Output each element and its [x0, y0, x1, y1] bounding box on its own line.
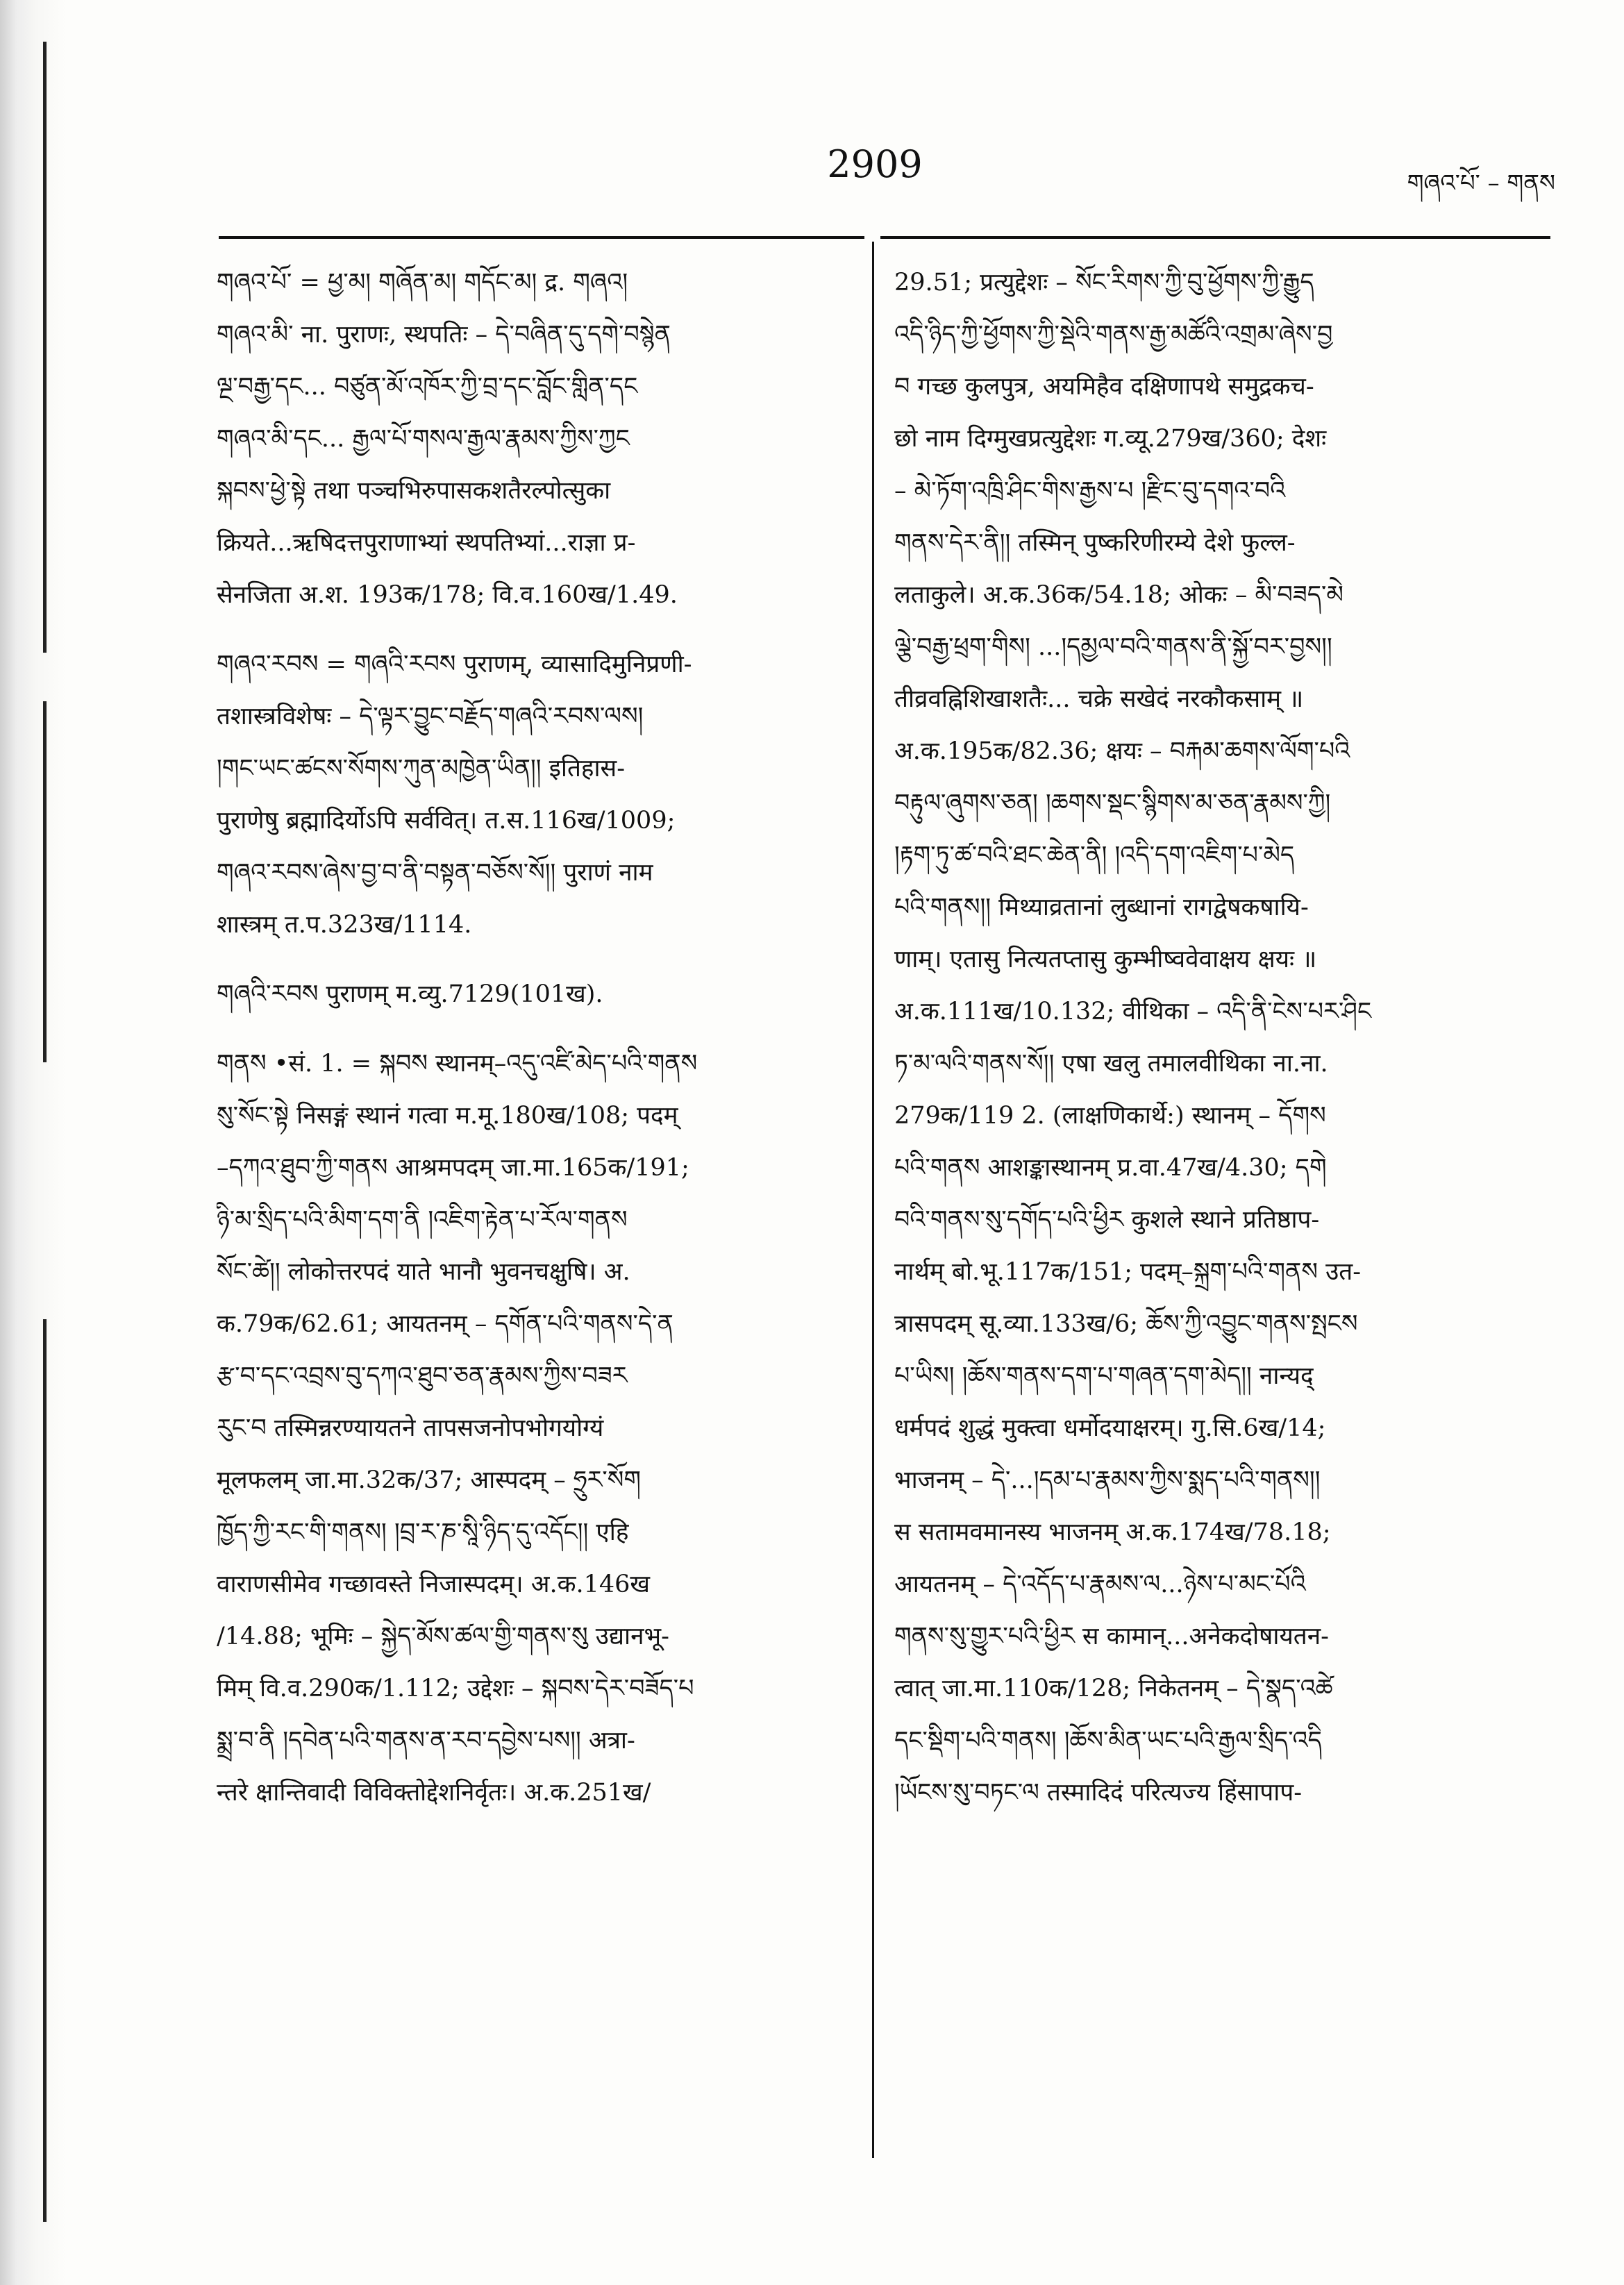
dictionary-line: གཞའ་མི་ ना. पुराणः, स्थपतिः – དེ་བཞིན་དུ་དགེ་བསྙེན	[217, 321, 671, 349]
dictionary-line: གཞའི་རབས पुराणम् म.व्यु.7129(101ख).	[217, 980, 603, 1008]
header-rule-right	[880, 236, 1550, 239]
dictionary-line: །གང་ཡང་ཚངས་སོགས་ཀུན་མཁྱེན་ཡིན།། इतिहास-	[217, 755, 626, 782]
dictionary-line: དང་སྡིག་པའི་གནས། །ཆོས་མིན་ཡང་པའི་རྒྱལ་སྲིད་འདི	[894, 1727, 1322, 1755]
dictionary-line: ཏ་མ་ལའི་གནས་སོ།། एषा खलु तमालवीथिका ना.ना.	[894, 1050, 1328, 1078]
dictionary-line: རྩ་བ་དང་འབྲས་བུ་དཀའ་ཐུབ་ཅན་རྣམས་ཀྱིས་བཟར	[217, 1362, 628, 1390]
dictionary-line: तीव्रवह्निशिखाशतैः... चक्रे सखेदं नरकौकसाम् ॥	[894, 685, 1304, 713]
entry-gap	[217, 621, 859, 639]
dictionary-line: ཁྱོད་ཀྱི་རང་གི་གནས། །བྲ་ར་ཎ་སཱི་ཉིད་དུ་འདོང།། एहि	[217, 1518, 629, 1546]
dictionary-line: ཉི་མ་སྲིད་པའི་མིག་དག་ནི །འཇིག་རྟེན་པ་རོལ་གནས	[217, 1206, 628, 1234]
column-divider	[872, 242, 874, 2158]
dictionary-line: क.79क/62.61; आयतनम् – དགོན་པའི་གནས་དེ་ན	[217, 1310, 673, 1338]
dictionary-line: པ་ཡིས། །ཆོས་གནས་དག་པ་གཞན་དག་མེད།། नान्यद्	[894, 1362, 1314, 1390]
dictionary-line: སྨྲ་བ་ནི །དབེན་པའི་གནས་ན་རབ་དབྱེས་པས།། अत्रा-	[217, 1727, 635, 1755]
dictionary-line: གཞའ་རབས = གཞའི་རབས पुराणम्, व्यासादिमुनिप्रणी-	[217, 651, 692, 678]
dictionary-line: शास्त्रम् त.प.323ख/1114.	[217, 911, 472, 939]
dictionary-line: 29.51; प्रत्युद्देशः – སོང་རིགས་ཀྱི་བུ་ཕྱོགས་ཀྱི་རྒྱུད	[894, 269, 1314, 296]
running-head: གཞའ་པོ་ – གནས	[1407, 169, 1555, 197]
dictionary-line: བརྟུལ་ཞུགས་ཅན། །ཆགས་སྡང་སྙིགས་མ་ཅན་རྣམས་ཀྱི།	[894, 789, 1331, 817]
dictionary-line: པའི་གནས आशङ्कास्थानम् प्र.वा.47ख/4.30; དགེ	[894, 1154, 1327, 1182]
dictionary-line: त्रासपदम् सू.व्या.133ख/6; ཆོས་ཀྱི་འབྱུང་གནས་སྤངས	[894, 1310, 1358, 1338]
dictionary-line: वाराणसीमेव गच्छावस्ते निजास्पदम्। अ.क.146ख	[217, 1571, 651, 1598]
dictionary-line: भाजनम् – དེ་...།དམ་པ་རྣམས་ཀྱིས་སྨད་པའི་གནས།།	[894, 1466, 1321, 1494]
dictionary-line: གཞའ་མི་དང... རྒྱལ་པོ་གསལ་རྒྱལ་རྣམས་ཀྱིས་ཀྱང	[217, 425, 630, 453]
dictionary-line: པའི་གནས།། मिथ्याव्रतानां लुब्धानां रागद्वेषकषायि-	[894, 894, 1309, 921]
page-number: 2909	[827, 142, 923, 186]
dictionary-line: གནས་དེར་ནི།། तस्मिन् पुष्करिणीरम्ये देशे फुल्ल-	[894, 529, 1296, 557]
dictionary-line: –དཀའ་ཐུབ་ཀྱི་གནས आश्रमपदम् जा.मा.165क/191;	[217, 1154, 689, 1182]
header-rule-left	[219, 236, 864, 239]
dictionary-line: स सतामवमानस्य भाजनम् अ.क.174ख/78.18;	[894, 1518, 1331, 1546]
dictionary-line: གཞའ་པོ་ = ཕྱ་མ། གཞོན་མ། གདོང་མ། द्र. གཞའ།	[217, 269, 628, 296]
dictionary-line: – མེ་ཏོག་འཁྲི་ཤིང་གིས་རྒྱས་པ །རྫིང་བུ་དགའ་བའི	[894, 477, 1286, 505]
dictionary-line: मूलफलम् जा.मा.32क/37; आस्पदम् – ཧྲུར་སོག	[217, 1466, 641, 1494]
dictionary-line: /14.88; भूमिः – སྐྱེད་མོས་ཚལ་གྱི་གནས་སུ उद्यानभू-	[217, 1623, 669, 1650]
dictionary-line: अ.क.195क/82.36; क्षयः – བརྐམ་ཆགས་ལོག་པའི	[894, 737, 1350, 765]
entry-gap	[217, 1021, 859, 1038]
dictionary-line: ལྔ་བརྒྱ་དང... བཙུན་མོ་འཁོར་ཀྱི་བྲ་དང་བློང་གླིན་དང	[217, 373, 638, 401]
dictionary-line: अ.क.111ख/10.132; वीथिका – འདི་ནི་ངེས་པར་ཤིང	[894, 998, 1372, 1026]
dictionary-line: नार्थम् बो.भू.117क/151; पदम्–སྐྲག་པའི་གནས उत-	[894, 1258, 1362, 1286]
dictionary-line: 279क/119 2. (लाक्षणिकार्थे:) स्थानम् – དོགས	[894, 1102, 1326, 1130]
dictionary-line: छो नाम दिग्मुखप्रत्युद्देशः ग.व्यू.279ख/360; देशः	[894, 425, 1327, 453]
dictionary-line: तशास्त्रविशेषः – དེ་ལྟར་བྱུང་བརྗོད་གཞའི་རབས་ལས།	[217, 703, 644, 730]
dictionary-line: གཞའ་རབས་ཞེས་བྱ་བ་ནི་བསྟན་བཅོས་སོ།། पुराणं नाम	[217, 859, 653, 887]
left-column	[217, 257, 859, 1819]
binding-shadow-line	[43, 42, 47, 653]
dictionary-line: བ गच्छ कुलपुत्र, अयमिहैव दक्षिणापथे समुद्रकच-	[894, 373, 1314, 401]
binding-shadow-line	[43, 701, 47, 1062]
dictionary-line: ལྕེ་བརྒྱ་ཕྲག་གིས། ...།དམྱལ་བའི་གནས་ནི་སྐྱོ་བར་བྱས།།	[894, 633, 1332, 661]
binding-shadow-line	[43, 1319, 47, 2222]
dictionary-line: །རྟག་ཏུ་ཚ་བའི་ཐང་ཆེན་ནི། །འདི་དག་འཇིག་པ་མེད	[894, 842, 1295, 869]
dictionary-line: གནས •सं. 1. = སྐབས स्थानम्–འདུ་འཛི་མེད་པའི་གནས	[217, 1050, 698, 1078]
dictionary-line: धर्मपदं शुद्धं मुक्त्वा धर्मोदयाक्षरम्। गु.सि.6ख/14;	[894, 1414, 1326, 1442]
dictionary-line: སོང་ཚེ།། लोकोत्तरपदं याते भानौ भुवनचक्षुषि। अ.	[217, 1258, 630, 1286]
dictionary-line: རུང་བ तस्मिन्नरण्यायतने तापसजनोपभोगयोग्यं	[217, 1414, 604, 1442]
dictionary-line: पुराणेषु ब्रह्मादिर्योऽपि सर्ववित्। त.स.116ख/1009;	[217, 807, 676, 835]
dictionary-line: སུ་སོང་སྟེ निसङ्गं स्थानं गत्वा म.मू.180ख/108; पदम्	[217, 1102, 678, 1130]
dictionary-line: न्तरे क्षान्तिवादी विविक्तोद्देशनिर्वृतः। अ.क.251ख/	[217, 1779, 651, 1807]
dictionary-line: བའི་གནས་སུ་དགོད་པའི་ཕྱིར कुशले स्थाने प्रतिष्ठाप-	[894, 1206, 1320, 1234]
dictionary-line: གནས་སུ་གྱུར་པའི་ཕྱིར स कामान्...अनेकदोषायतन-	[894, 1623, 1329, 1650]
dictionary-line: འདི་ཉིད་ཀྱི་ཕྱོགས་ཀྱི་སྡེའི་གནས་རྒྱ་མཚོའི་འགྲམ་ཞེས་བྱ	[894, 321, 1333, 349]
dictionary-line: णाम्। एतासु नित्यतप्तासु कुम्भीष्ववेवाक्षय क्षयः ॥	[894, 946, 1317, 973]
dictionary-line: སྐབས་ཕྱེ་སྟེ तथा पञ्चभिरुपासकशतैरल्पोत्सुका	[217, 477, 611, 505]
dictionary-line: मिम् वि.व.290क/1.112; उद्देशः – སྐབས་དེར་བཟོད་པ	[217, 1675, 694, 1702]
dictionary-line: क्रियते...ऋषिदत्तपुराणाभ्यां स्थपतिभ्यां...राज्ञा प्र-	[217, 529, 636, 557]
dictionary-line: आयतनम् – དེ་འདོད་པ་རྣམས་ལ...ཉེས་པ་མང་པོའི	[894, 1571, 1306, 1598]
dictionary-line: त्वात् जा.मा.110क/128; निकेतनम् – དེ་སྣད་འཚེ	[894, 1675, 1333, 1702]
right-column	[894, 257, 1550, 1819]
book-binding-edge	[0, 0, 66, 2285]
dictionary-line: लताकुले। अ.क.36क/54.18; ओकः – མི་བཟད་མེ	[894, 581, 1343, 609]
dictionary-line: །ཡོངས་སུ་བཏང་ལ तस्मादिदं परित्यज्य हिंसापाप-	[894, 1779, 1303, 1807]
entry-gap	[217, 951, 859, 969]
dictionary-line: सेनजिता अ.श. 193क/178; वि.व.160ख/1.49.	[217, 581, 678, 609]
